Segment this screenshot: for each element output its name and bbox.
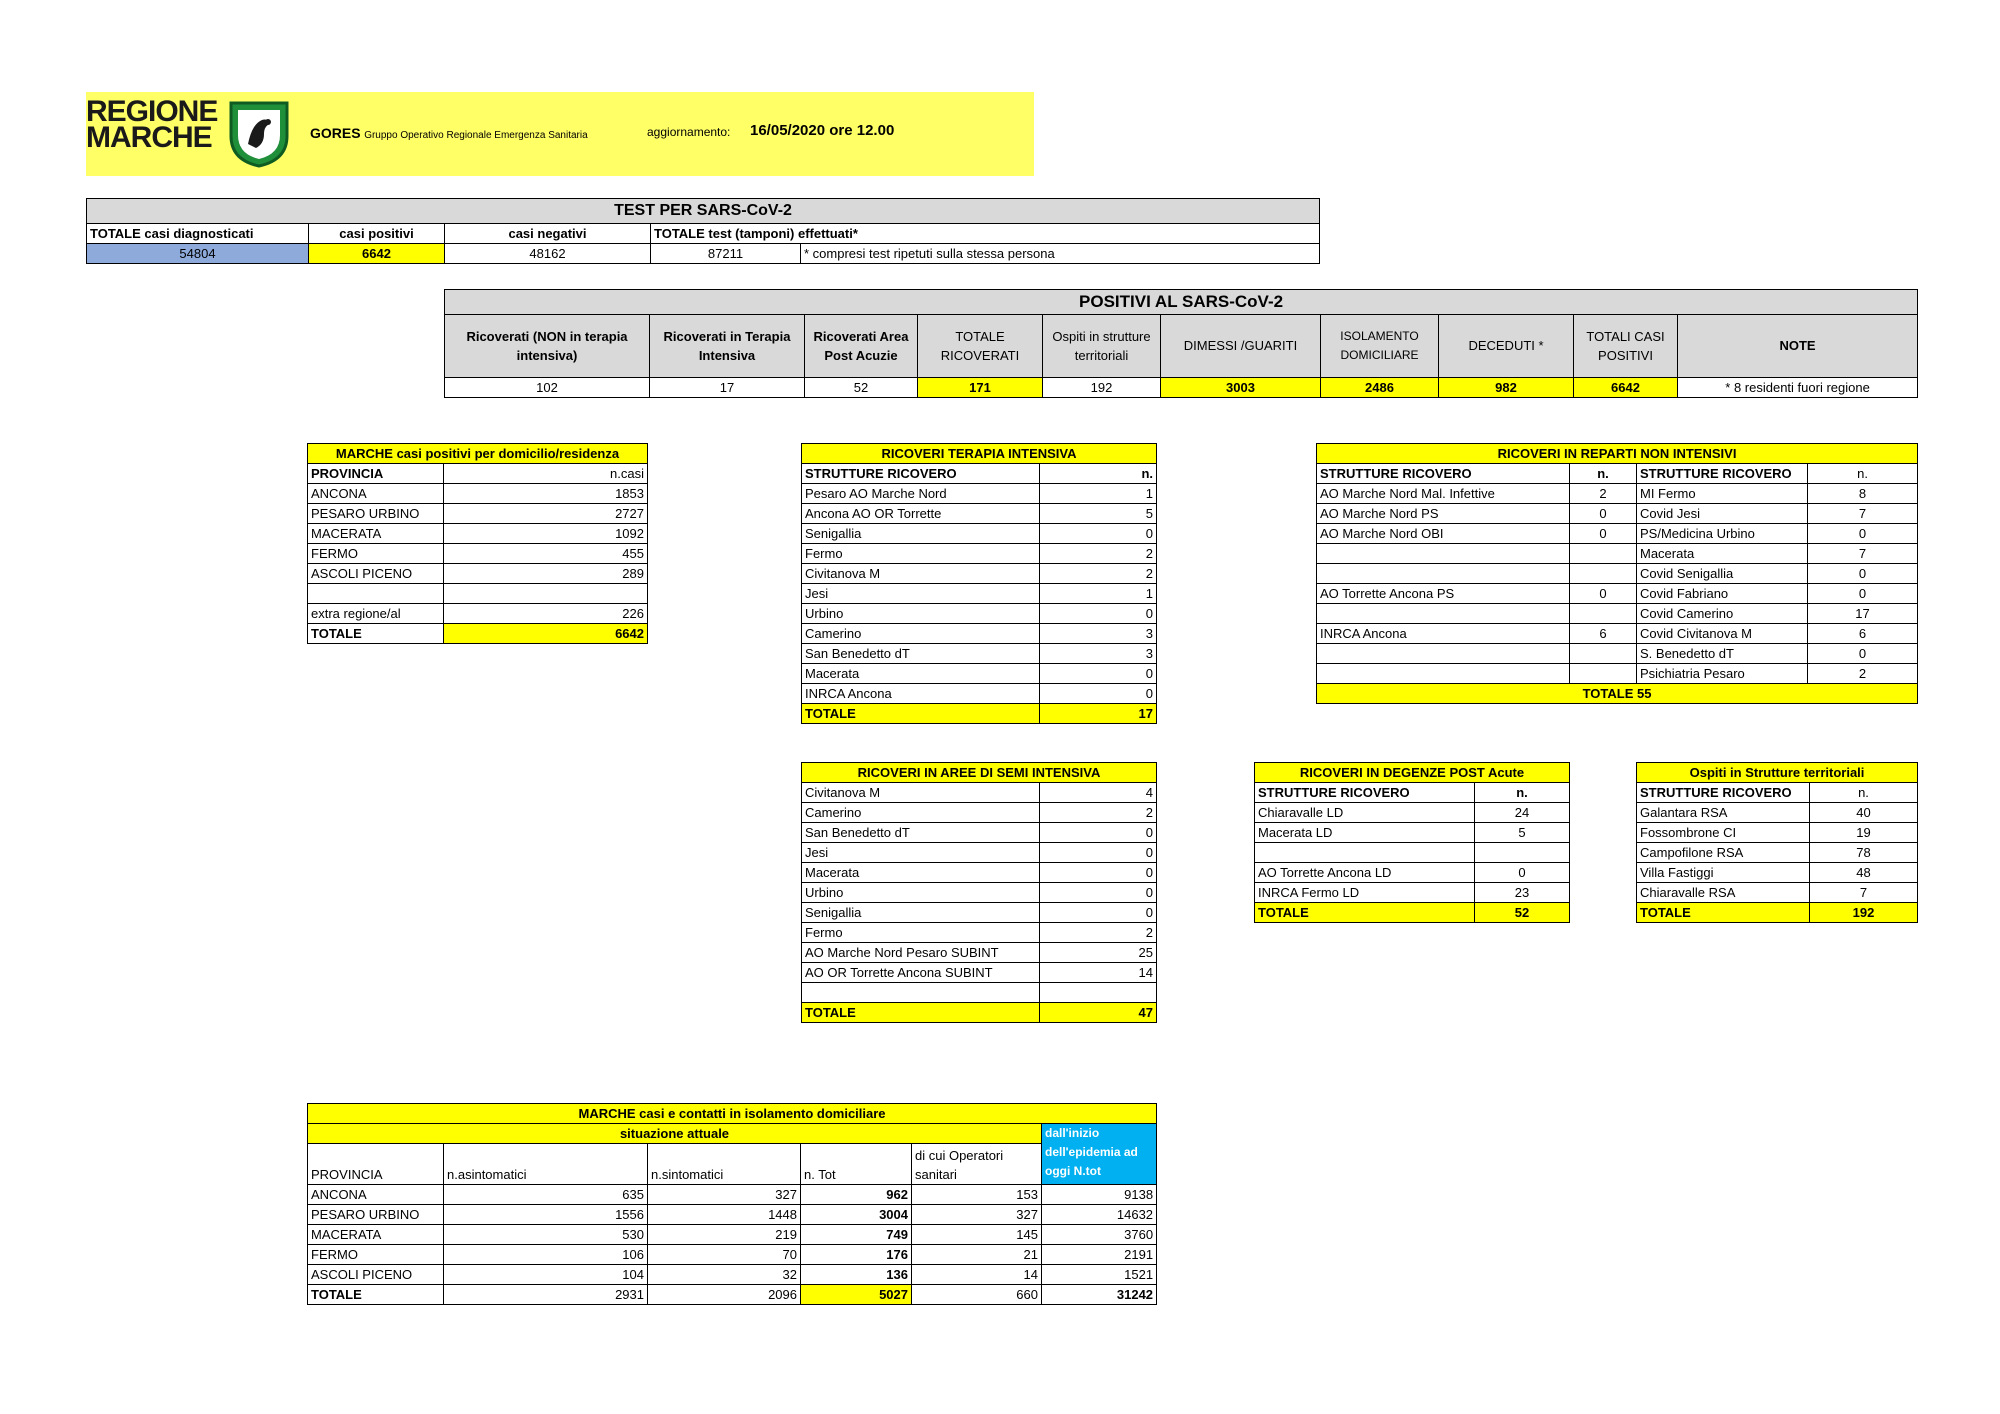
isolamento-row-op: 14 <box>912 1265 1042 1285</box>
non-intensivi-row-b: Psichiatria Pesaro <box>1637 664 1808 684</box>
domicilio-row-n: 2727 <box>444 504 648 524</box>
non-intensivi-row-bn: 6 <box>1808 624 1918 644</box>
isolamento-header-provincia: PROVINCIA <box>308 1144 444 1185</box>
isolamento-row-sint: 219 <box>648 1225 801 1245</box>
domicilio-total-value: 6642 <box>444 624 648 644</box>
table-row <box>308 1245 1157 1265</box>
table-row <box>802 604 1157 624</box>
positivi-value-deceduti: 982 <box>1439 378 1574 398</box>
non-intensivi-row-an: 0 <box>1570 584 1637 604</box>
positivi-value-note: * 8 residenti fuori regione <box>1678 378 1918 398</box>
territoriali-table <box>1636 762 1918 923</box>
non-intensivi-row-b: Macerata <box>1637 544 1808 564</box>
semi-intensiva-row-name: Civitanova M <box>802 783 1040 803</box>
isolamento-row-asint: 106 <box>444 1245 648 1265</box>
domicilio-row-n <box>444 584 648 604</box>
intensiva-row-n: 0 <box>1040 604 1157 624</box>
intensiva-row-n: 0 <box>1040 684 1157 704</box>
domicilio-row-name: extra regione/al <box>308 604 444 624</box>
table-row <box>1317 604 1918 624</box>
isolamento-row-sint: 1448 <box>648 1205 801 1225</box>
isolamento-total-name: TOTALE <box>308 1285 444 1305</box>
positivi-header-ricoverati-ti: Ricoverati in Terapia Intensiva <box>650 315 805 378</box>
intensiva-row-n: 3 <box>1040 624 1157 644</box>
table-row <box>802 564 1157 584</box>
non-intensivi-row-bn: 7 <box>1808 544 1918 564</box>
post-acute-table <box>1254 762 1570 923</box>
table-row <box>308 564 648 584</box>
post-acute-row-n: 24 <box>1475 803 1570 823</box>
intensiva-row-n: 5 <box>1040 504 1157 524</box>
positivi-value-ospiti: 192 <box>1043 378 1161 398</box>
non-intensivi-table <box>1316 443 1918 704</box>
non-intensivi-row-b: PS/Medicina Urbino <box>1637 524 1808 544</box>
domicilio-row-n: 289 <box>444 564 648 584</box>
intensiva-row-n: 2 <box>1040 544 1157 564</box>
positivi-header-totali-positivi: TOTALI CASI POSITIVI <box>1574 315 1678 378</box>
semi-intensiva-row-name: Macerata <box>802 863 1040 883</box>
domicilio-row-n: 1092 <box>444 524 648 544</box>
intensiva-row-name: Pesaro AO Marche Nord <box>802 484 1040 504</box>
isolamento-row-tot: 3004 <box>801 1205 912 1225</box>
table-row <box>802 803 1157 823</box>
territoriali-row-n: 78 <box>1810 843 1918 863</box>
positivi-header-totale-ricoverati: TOTALE RICOVERATI <box>918 315 1043 378</box>
isolamento-row-op: 145 <box>912 1225 1042 1245</box>
table-row <box>1317 624 1918 644</box>
isolamento-row-asint: 104 <box>444 1265 648 1285</box>
isolamento-row-asint: 530 <box>444 1225 648 1245</box>
table-row <box>1317 524 1918 544</box>
semi-intensiva-row-n <box>1040 983 1157 1003</box>
semi-intensiva-row-n: 2 <box>1040 803 1157 823</box>
table-row <box>1255 803 1570 823</box>
positivi-header-isolamento: ISOLAMENTO DOMICILIARE <box>1321 315 1439 378</box>
territoriali-row-name: Villa Fastiggi <box>1637 863 1810 883</box>
post-acute-row-n: 0 <box>1475 863 1570 883</box>
table-row <box>1317 664 1918 684</box>
table-row <box>308 504 648 524</box>
domicilio-table <box>307 443 648 644</box>
intensiva-row-name: Macerata <box>802 664 1040 684</box>
non-intensivi-row-an <box>1570 644 1637 664</box>
intensiva-header-n: n. <box>1040 464 1157 484</box>
non-intensivi-row-an: 2 <box>1570 484 1637 504</box>
intensiva-table <box>801 443 1157 724</box>
non-intensivi-header-strutture-a: STRUTTURE RICOVERO <box>1317 464 1570 484</box>
isolamento-row-since: 9138 <box>1042 1185 1157 1205</box>
territoriali-row-name: Fossombrone CI <box>1637 823 1810 843</box>
table-row <box>802 923 1157 943</box>
non-intensivi-row-an <box>1570 564 1637 584</box>
non-intensivi-row-bn: 17 <box>1808 604 1918 624</box>
post-acute-total-label: TOTALE <box>1255 903 1475 923</box>
positivi-header-deceduti: DECEDUTI * <box>1439 315 1574 378</box>
post-acute-row-n <box>1475 843 1570 863</box>
positivi-header-dimessi: DIMESSI /GUARITI <box>1161 315 1321 378</box>
non-intensivi-row-bn: 8 <box>1808 484 1918 504</box>
non-intensivi-row-b: Covid Camerino <box>1637 604 1808 624</box>
non-intensivi-row-b: Covid Fabriano <box>1637 584 1808 604</box>
intensiva-title: RICOVERI TERAPIA INTENSIVA <box>802 444 1157 464</box>
semi-intensiva-title: RICOVERI IN AREE DI SEMI INTENSIVA <box>802 763 1157 783</box>
positivi-value-post-acuzie: 52 <box>805 378 918 398</box>
domicilio-row-name: MACERATA <box>308 524 444 544</box>
post-acute-title: RICOVERI IN DEGENZE POST Acute <box>1255 763 1570 783</box>
non-intensivi-row-b: Covid Senigallia <box>1637 564 1808 584</box>
table-row <box>802 983 1157 1003</box>
positivi-header-note: NOTE <box>1678 315 1918 378</box>
table-row <box>802 963 1157 983</box>
isolamento-row-sint: 327 <box>648 1185 801 1205</box>
intensiva-row-name: INRCA Ancona <box>802 684 1040 704</box>
non-intensivi-row-a <box>1317 544 1570 564</box>
semi-intensiva-row-name: Urbino <box>802 883 1040 903</box>
positivi-value-dimessi: 3003 <box>1161 378 1321 398</box>
isolamento-total-sint: 2096 <box>648 1285 801 1305</box>
domicilio-row-name: ANCONA <box>308 484 444 504</box>
gores-acronym: GORES <box>310 125 361 141</box>
table-row <box>802 783 1157 803</box>
test-value-positivi: 6642 <box>309 244 445 264</box>
positivi-value-isolamento: 2486 <box>1321 378 1439 398</box>
intensiva-row-n: 0 <box>1040 664 1157 684</box>
table-row <box>1637 823 1918 843</box>
non-intensivi-row-bn: 0 <box>1808 644 1918 664</box>
post-acute-header-n: n. <box>1475 783 1570 803</box>
semi-intensiva-row-name: Jesi <box>802 843 1040 863</box>
logo-line-1: REGIONE <box>86 95 218 128</box>
isolamento-row-tot: 962 <box>801 1185 912 1205</box>
intensiva-row-n: 2 <box>1040 564 1157 584</box>
non-intensivi-row-a <box>1317 664 1570 684</box>
table-row <box>802 943 1157 963</box>
semi-intensiva-row-n: 0 <box>1040 883 1157 903</box>
test-value-negativi: 48162 <box>445 244 651 264</box>
isolamento-row-name: ANCONA <box>308 1185 444 1205</box>
table-row <box>802 544 1157 564</box>
isolamento-row-asint: 1556 <box>444 1205 648 1225</box>
test-note: * compresi test ripetuti sulla stessa persona <box>801 244 1320 264</box>
table-row <box>802 484 1157 504</box>
table-row <box>1317 584 1918 604</box>
positivi-title: POSITIVI AL SARS-CoV-2 <box>445 290 1918 315</box>
isolamento-row-since: 14632 <box>1042 1205 1157 1225</box>
domicilio-row-n: 1853 <box>444 484 648 504</box>
table-row <box>802 903 1157 923</box>
update-label: aggiornamento: <box>647 125 731 139</box>
domicilio-row-name: FERMO <box>308 544 444 564</box>
intensiva-row-n: 3 <box>1040 644 1157 664</box>
gores-description: Gruppo Operativo Regionale Emergenza Sanitaria <box>364 130 588 141</box>
positivi-header-ospiti: Ospiti in strutture territoriali <box>1043 315 1161 378</box>
semi-intensiva-row-name <box>802 983 1040 1003</box>
semi-intensiva-row-name: AO Marche Nord Pesaro SUBINT <box>802 943 1040 963</box>
table-row <box>308 1205 1157 1225</box>
intensiva-row-name: Senigallia <box>802 524 1040 544</box>
semi-intensiva-total-value: 47 <box>1040 1003 1157 1023</box>
semi-intensiva-row-n: 0 <box>1040 843 1157 863</box>
post-acute-row-name: Macerata LD <box>1255 823 1475 843</box>
positivi-value-ricoverati-ti: 17 <box>650 378 805 398</box>
non-intensivi-row-an <box>1570 664 1637 684</box>
table-row <box>802 863 1157 883</box>
domicilio-header-ncasi: n.casi <box>444 464 648 484</box>
gores-label <box>310 125 588 141</box>
isolamento-total-asint: 2931 <box>444 1285 648 1305</box>
isolamento-total-op: 660 <box>912 1285 1042 1305</box>
territoriali-header-n: n. <box>1810 783 1918 803</box>
intensiva-row-name: Ancona AO OR Torrette <box>802 504 1040 524</box>
isolamento-row-since: 2191 <box>1042 1245 1157 1265</box>
territoriali-row-n: 7 <box>1810 883 1918 903</box>
regione-marche-crest-icon <box>228 100 290 168</box>
non-intensivi-row-a: AO Marche Nord Mal. Infettive <box>1317 484 1570 504</box>
intensiva-header-strutture: STRUTTURE RICOVERO <box>802 464 1040 484</box>
intensiva-row-n: 1 <box>1040 484 1157 504</box>
non-intensivi-row-bn: 0 <box>1808 524 1918 544</box>
post-acute-header-strutture: STRUTTURE RICOVERO <box>1255 783 1475 803</box>
isolamento-row-op: 327 <box>912 1205 1042 1225</box>
isolamento-row-name: PESARO URBINO <box>308 1205 444 1225</box>
table-row <box>1255 823 1570 843</box>
territoriali-row-name: Campofilone RSA <box>1637 843 1810 863</box>
intensiva-row-name: San Benedetto dT <box>802 644 1040 664</box>
territoriali-row-name: Chiaravalle RSA <box>1637 883 1810 903</box>
intensiva-row-name: Fermo <box>802 544 1040 564</box>
isolamento-total-tot: 5027 <box>801 1285 912 1305</box>
isolamento-row-since: 1521 <box>1042 1265 1157 1285</box>
non-intensivi-row-an: 0 <box>1570 504 1637 524</box>
non-intensivi-row-a: AO Marche Nord PS <box>1317 504 1570 524</box>
semi-intensiva-row-n: 0 <box>1040 823 1157 843</box>
update-date: 16/05/2020 ore 12.00 <box>750 122 895 139</box>
non-intensivi-row-b: S. Benedetto dT <box>1637 644 1808 664</box>
test-header-tamponi: TOTALE test (tamponi) effettuati* <box>651 224 1320 244</box>
non-intensivi-row-bn: 2 <box>1808 664 1918 684</box>
semi-intensiva-row-n: 0 <box>1040 863 1157 883</box>
table-row <box>802 504 1157 524</box>
intensiva-row-name: Urbino <box>802 604 1040 624</box>
territoriali-total-value: 192 <box>1810 903 1918 923</box>
post-acute-row-name: Chiaravalle LD <box>1255 803 1475 823</box>
table-row <box>802 644 1157 664</box>
table-row <box>1317 484 1918 504</box>
territoriali-row-n: 48 <box>1810 863 1918 883</box>
table-row <box>802 843 1157 863</box>
post-acute-row-name: AO Torrette Ancona LD <box>1255 863 1475 883</box>
isolamento-header-asint: n.asintomatici <box>444 1144 648 1185</box>
post-acute-row-name <box>1255 843 1475 863</box>
semi-intensiva-total-label: TOTALE <box>802 1003 1040 1023</box>
isolamento-row-op: 153 <box>912 1185 1042 1205</box>
non-intensivi-header-strutture-b: STRUTTURE RICOVERO <box>1637 464 1808 484</box>
isolamento-header-tot: n. Tot <box>801 1144 912 1185</box>
isolamento-title: MARCHE casi e contatti in isolamento domiciliare <box>308 1104 1157 1124</box>
non-intensivi-header-n-a: n. <box>1570 464 1637 484</box>
table-row <box>1317 504 1918 524</box>
non-intensivi-row-a <box>1317 564 1570 584</box>
semi-intensiva-row-n: 14 <box>1040 963 1157 983</box>
positivi-header-ricoverati-non-ti: Ricoverati (NON in terapia intensiva) <box>445 315 650 378</box>
territoriali-row-n: 19 <box>1810 823 1918 843</box>
table-row <box>1637 863 1918 883</box>
domicilio-row-name: PESARO URBINO <box>308 504 444 524</box>
isolamento-row-asint: 635 <box>444 1185 648 1205</box>
table-row <box>1255 843 1570 863</box>
positivi-value-totali-positivi: 6642 <box>1574 378 1678 398</box>
non-intensivi-row-an <box>1570 544 1637 564</box>
test-table <box>86 198 1320 264</box>
isolamento-row-tot: 749 <box>801 1225 912 1245</box>
territoriali-row-n: 40 <box>1810 803 1918 823</box>
positivi-value-totale-ricoverati: 171 <box>918 378 1043 398</box>
non-intensivi-row-a: AO Marche Nord OBI <box>1317 524 1570 544</box>
semi-intensiva-row-n: 2 <box>1040 923 1157 943</box>
table-total-row <box>308 1285 1157 1305</box>
table-row <box>308 1225 1157 1245</box>
isolamento-row-sint: 70 <box>648 1245 801 1265</box>
table-row <box>1317 564 1918 584</box>
isolamento-table <box>307 1103 1157 1305</box>
domicilio-header-provincia: PROVINCIA <box>308 464 444 484</box>
table-row <box>802 684 1157 704</box>
non-intensivi-row-an: 0 <box>1570 524 1637 544</box>
territoriali-total-label: TOTALE <box>1637 903 1810 923</box>
domicilio-row-name: ASCOLI PICENO <box>308 564 444 584</box>
table-row <box>1317 544 1918 564</box>
positivi-table <box>444 289 1918 398</box>
intensiva-row-n: 1 <box>1040 584 1157 604</box>
non-intensivi-row-a: INRCA Ancona <box>1317 624 1570 644</box>
isolamento-row-tot: 176 <box>801 1245 912 1265</box>
test-header-positivi: casi positivi <box>309 224 445 244</box>
non-intensivi-row-b: MI Fermo <box>1637 484 1808 504</box>
table-row <box>308 1185 1157 1205</box>
post-acute-total-value: 52 <box>1475 903 1570 923</box>
test-value-totale: 54804 <box>87 244 309 264</box>
intensiva-total-value: 17 <box>1040 704 1157 724</box>
table-row <box>1637 803 1918 823</box>
non-intensivi-row-an: 6 <box>1570 624 1637 644</box>
test-value-tamponi: 87211 <box>651 244 801 264</box>
non-intensivi-row-bn: 0 <box>1808 564 1918 584</box>
territoriali-title: Ospiti in Strutture territoriali <box>1637 763 1918 783</box>
test-header-totale: TOTALE casi diagnosticati <box>87 224 309 244</box>
semi-intensiva-row-n: 4 <box>1040 783 1157 803</box>
isolamento-header-sint: n.sintomatici <box>648 1144 801 1185</box>
non-intensivi-header-n-b: n. <box>1808 464 1918 484</box>
semi-intensiva-table <box>801 762 1157 1023</box>
table-row <box>308 584 648 604</box>
table-row <box>308 544 648 564</box>
isolamento-row-since: 3760 <box>1042 1225 1157 1245</box>
isolamento-row-sint: 32 <box>648 1265 801 1285</box>
intensiva-total-label: TOTALE <box>802 704 1040 724</box>
non-intensivi-row-an <box>1570 604 1637 624</box>
isolamento-row-name: FERMO <box>308 1245 444 1265</box>
non-intensivi-title: RICOVERI IN REPARTI NON INTENSIVI <box>1317 444 1918 464</box>
table-row <box>308 484 648 504</box>
positivi-value-ricoverati-non-ti: 102 <box>445 378 650 398</box>
table-row <box>802 883 1157 903</box>
non-intensivi-row-a <box>1317 604 1570 624</box>
positivi-header-post-acuzie: Ricoverati Area Post Acuzie <box>805 315 918 378</box>
table-row <box>1255 863 1570 883</box>
table-row <box>802 664 1157 684</box>
non-intensivi-row-a: AO Torrette Ancona PS <box>1317 584 1570 604</box>
non-intensivi-row-b: Covid Civitanova M <box>1637 624 1808 644</box>
test-title: TEST PER SARS-CoV-2 <box>87 199 1320 224</box>
domicilio-total-label: TOTALE <box>308 624 444 644</box>
isolamento-header-operatori: di cui Operatori sanitari <box>912 1144 1042 1185</box>
isolamento-since-label: dall'inizio dell'epidemia ad oggi N.tot <box>1042 1124 1157 1185</box>
domicilio-title: MARCHE casi positivi per domicilio/residenza <box>308 444 648 464</box>
regione-marche-logo <box>86 95 218 154</box>
table-row <box>1255 883 1570 903</box>
table-row <box>308 524 648 544</box>
isolamento-row-name: MACERATA <box>308 1225 444 1245</box>
semi-intensiva-row-n: 25 <box>1040 943 1157 963</box>
post-acute-row-n: 23 <box>1475 883 1570 903</box>
table-row <box>802 624 1157 644</box>
table-row <box>1317 644 1918 664</box>
semi-intensiva-row-name: Senigallia <box>802 903 1040 923</box>
isolamento-row-name: ASCOLI PICENO <box>308 1265 444 1285</box>
isolamento-row-tot: 136 <box>801 1265 912 1285</box>
table-row <box>308 1265 1157 1285</box>
territoriali-row-name: Galantara RSA <box>1637 803 1810 823</box>
intensiva-row-name: Jesi <box>802 584 1040 604</box>
non-intensivi-row-bn: 0 <box>1808 584 1918 604</box>
table-row <box>308 604 648 624</box>
domicilio-row-n: 226 <box>444 604 648 624</box>
semi-intensiva-row-n: 0 <box>1040 903 1157 923</box>
semi-intensiva-row-name: Camerino <box>802 803 1040 823</box>
non-intensivi-row-a <box>1317 644 1570 664</box>
test-header-negativi: casi negativi <box>445 224 651 244</box>
domicilio-row-n: 455 <box>444 544 648 564</box>
table-row <box>1637 883 1918 903</box>
table-row <box>802 823 1157 843</box>
isolamento-total-since: 31242 <box>1042 1285 1157 1305</box>
post-acute-row-name: INRCA Fermo LD <box>1255 883 1475 903</box>
intensiva-row-name: Civitanova M <box>802 564 1040 584</box>
non-intensivi-row-b: Covid Jesi <box>1637 504 1808 524</box>
intensiva-row-n: 0 <box>1040 524 1157 544</box>
semi-intensiva-row-name: AO OR Torrette Ancona SUBINT <box>802 963 1040 983</box>
non-intensivi-total: TOTALE 55 <box>1317 684 1918 704</box>
post-acute-row-n: 5 <box>1475 823 1570 843</box>
intensiva-row-name: Camerino <box>802 624 1040 644</box>
semi-intensiva-row-name: Fermo <box>802 923 1040 943</box>
isolamento-row-op: 21 <box>912 1245 1042 1265</box>
table-row <box>802 524 1157 544</box>
territoriali-header-strutture: STRUTTURE RICOVERO <box>1637 783 1810 803</box>
semi-intensiva-row-name: San Benedetto dT <box>802 823 1040 843</box>
table-row <box>1637 843 1918 863</box>
logo-line-2: MARCHE <box>86 121 212 154</box>
isolamento-subtitle: situazione attuale <box>308 1124 1042 1144</box>
domicilio-row-name <box>308 584 444 604</box>
non-intensivi-row-bn: 7 <box>1808 504 1918 524</box>
table-row <box>802 584 1157 604</box>
